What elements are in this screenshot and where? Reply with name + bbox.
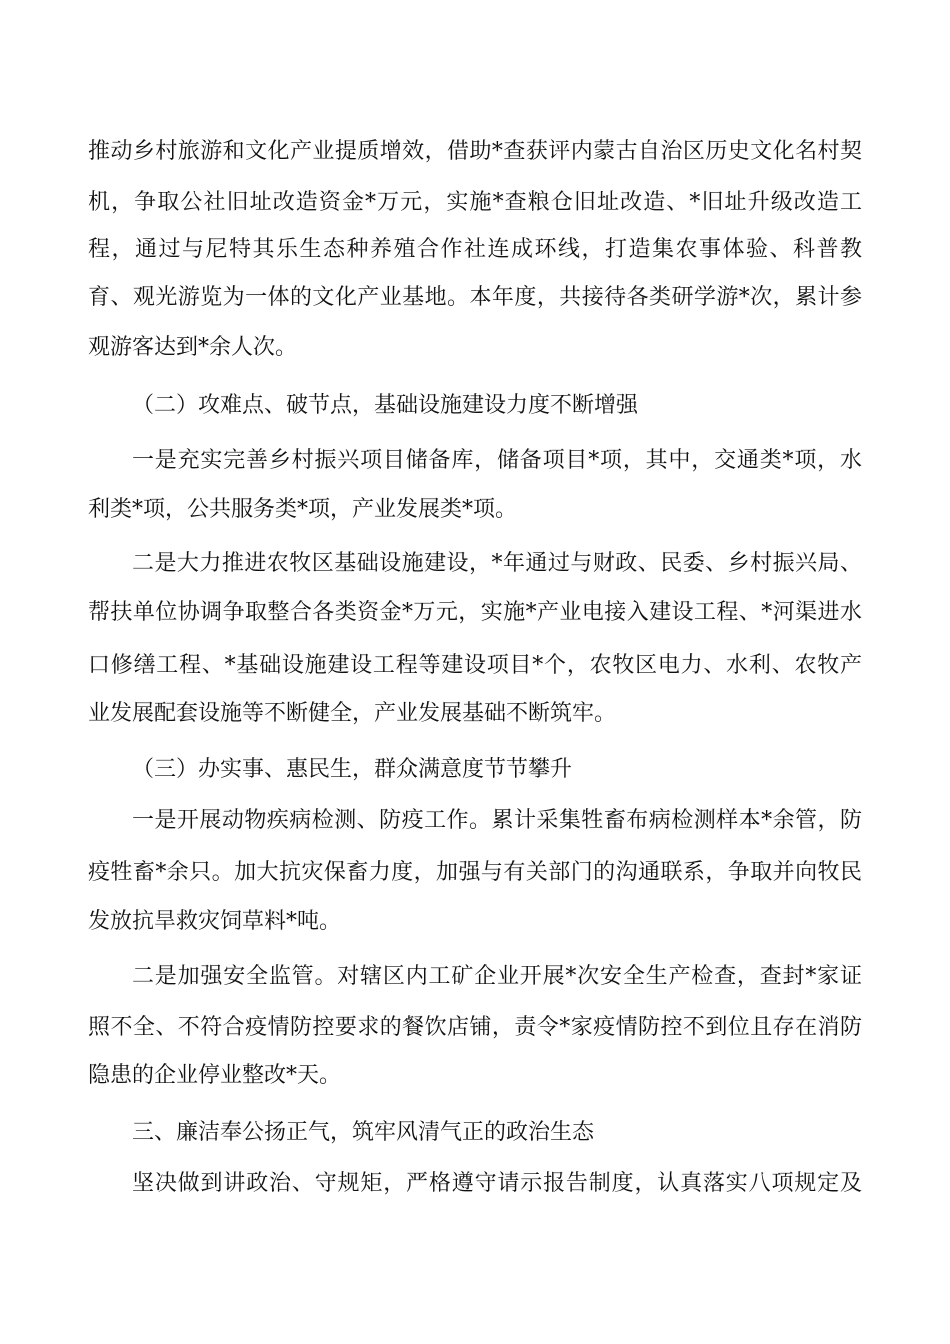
- paragraph-line: 帮扶单位协调争取整合各类资金*万元，实施*产业电接入建设工程、*河渠进水: [88, 600, 862, 625]
- paragraph-line: 二是大力推进农牧区基础设施建设，*年通过与财政、民委、乡村振兴局、: [132, 551, 862, 576]
- section-heading: （二）攻难点、破节点，基础设施建设力度不断增强: [132, 393, 639, 418]
- paragraph-line: 坚决做到讲政治、守规矩，严格遵守请示报告制度，认真落实八项规定及: [132, 1171, 862, 1196]
- paragraph-line: 隐患的企业停业整改*天。: [88, 1063, 342, 1088]
- section-heading: （三）办实事、惠民生，群众满意度节节攀升: [132, 757, 573, 782]
- paragraph-line: 照不全、不符合疫情防控要求的餐饮店铺，责令*家疫情防控不到位且存在消防: [88, 1015, 862, 1040]
- paragraph-line: 推动乡村旅游和文化产业提质增效，借助*查获评内蒙古自治区历史文化名村契: [88, 139, 862, 164]
- paragraph-line: 利类*项，公共服务类*项，产业发展类*项。: [88, 497, 518, 522]
- paragraph-line: 育、观光游览为一体的文化产业基地。本年度，共接待各类研学游*次，累计参: [88, 285, 862, 310]
- paragraph-line: 观游客达到*余人次。: [88, 335, 298, 360]
- section-heading: 三、廉洁奉公扬正气，筑牢风清气正的政治生态: [132, 1120, 595, 1145]
- paragraph-line: 一是开展动物疾病检测、防疫工作。累计采集牲畜布病检测样本*余管，防: [132, 808, 862, 833]
- paragraph-line: 口修缮工程、*基础设施建设工程等建设项目*个，农牧区电力、水利、农牧产: [88, 653, 862, 678]
- paragraph-line: 二是加强安全监管。对辖区内工矿企业开展*次安全生产检查，查封*家证: [132, 964, 862, 989]
- paragraph-line: 程，通过与尼特其乐生态种养殖合作社连成环线，打造集农事体验、科普教: [88, 237, 862, 262]
- paragraph-line: 一是充实完善乡村振兴项目储备库，储备项目*项，其中，交通类*项，水: [132, 448, 862, 473]
- paragraph-line: 发放抗旱救灾饲草料*吨。: [88, 909, 342, 934]
- paragraph-line: 机，争取公社旧址改造资金*万元，实施*查粮仓旧址改造、*旧址升级改造工: [88, 190, 862, 215]
- paragraph-line: 疫牲畜*余只。加大抗灾保畜力度，加强与有关部门的沟通联系，争取并向牧民: [88, 860, 862, 885]
- paragraph-line: 业发展配套设施等不断健全，产业发展基础不断筑牢。: [88, 701, 617, 726]
